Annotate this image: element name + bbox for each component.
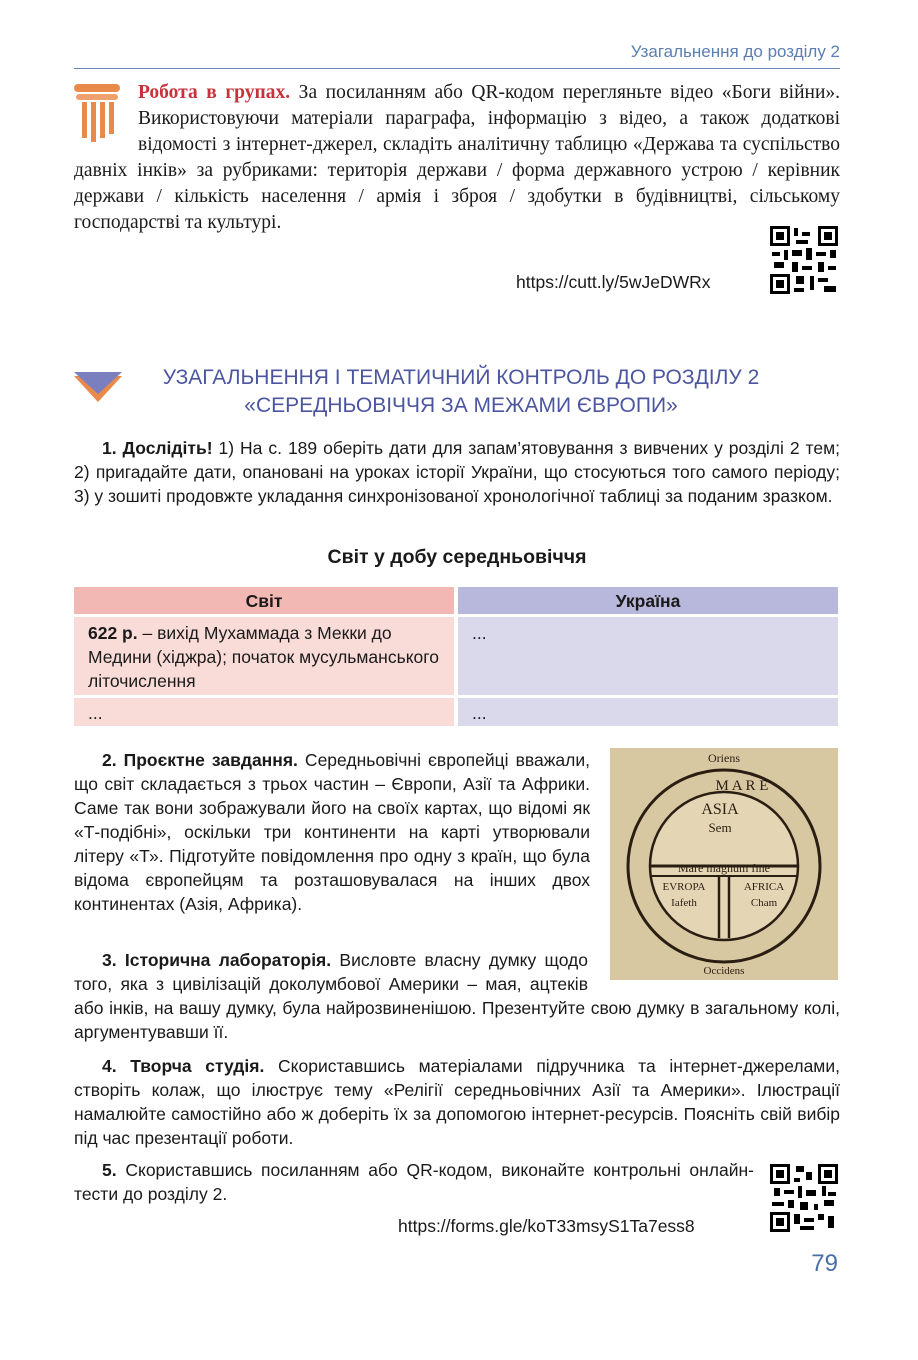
- task-2: [74, 748, 590, 916]
- map-label-africa: AFRICA: [743, 881, 785, 893]
- running-head: Узагальнення до розділу 2: [630, 42, 840, 61]
- map-label-oriens: Oriens: [708, 751, 740, 765]
- map-label-sem: Sem: [708, 820, 732, 835]
- table-cell-ukraine: ...: [458, 698, 838, 726]
- header-rule: [74, 68, 840, 69]
- map-label-cham: Cham: [750, 897, 778, 909]
- table-row: [74, 698, 838, 726]
- table-cell-world: ...: [74, 698, 454, 726]
- t-o-map-image: [610, 748, 838, 980]
- task-1-label: 1. Дослідіть!: [102, 438, 213, 458]
- task-3-text: Висловте власну думку щодо того, яка з цивілізацій доколумбової Америки – мая, ацтеків або інків, на вашу думку, була найрозвиненішою. Презентуйте свою думку в загальному колі, аргументувавши її.: [74, 950, 840, 1042]
- task-1: [74, 436, 840, 508]
- task-4: [74, 1054, 840, 1150]
- task-2-label: 2. Проєктне завдання.: [102, 750, 298, 770]
- map-label-mare-magnum: Mare magnum fine: [678, 861, 770, 875]
- task-5: [74, 1158, 754, 1206]
- tests-link[interactable]: https://forms.gle/koT33msyS1Ta7ess8: [398, 1216, 695, 1236]
- task-3: [74, 948, 840, 1044]
- task-2-text: Середньовічні європейці вважали, що світ складається з трьох частин – Європи, Азії та Африки. Саме так вони зображували його на своїх картах, що відомі як «Т-подібні», оскільки три континенти на карті утворювали літеру «Т». Підготуйте повідомлення про одну з країн, що була відома європейцям та розташовувалася на інших двох континентах (Азія, Африка).: [74, 750, 590, 914]
- group-work-text: [74, 80, 840, 236]
- table-cell-world: [74, 617, 454, 695]
- section-title-line1: УЗАГАЛЬНЕННЯ І ТЕМАТИЧНИЙ КОНТРОЛЬ ДО РОЗДІЛУ 2: [162, 366, 760, 389]
- task-5-label: 5.: [102, 1160, 117, 1180]
- task-4-text: Скориставшись матеріалами підручника та інтернет-джерелами, створіть колаж, що ілюструє тему «Релігії середньовічних Азії та Америки». Ілюстрації намалюйте самостійно або ж доберіть їх за допомогою інтернет-ресурсів. Поясніть свій вибір під час презентації роботи.: [74, 1056, 840, 1148]
- table-header-ukraine: Україна: [458, 587, 838, 614]
- page-number: 79: [811, 1250, 838, 1277]
- section-title-line2: «СЕРЕДНЬОВІЧЧЯ ЗА МЕЖАМИ ЄВРОПИ»: [244, 394, 678, 417]
- task-3-label: 3. Історична лабораторія.: [102, 950, 332, 970]
- table-title: Світ у добу середньовіччя: [327, 546, 587, 568]
- section-triangle-icon: [74, 372, 122, 404]
- task-4-label: 4. Творча студія.: [102, 1056, 265, 1076]
- map-label-iafeth: Iafeth: [671, 897, 697, 909]
- table-cell-ukraine: ...: [458, 617, 838, 695]
- table-cell-event: – вихід Мухаммада з Мекки до Медини (хіджра); початок мусульманського літочислення: [88, 623, 440, 691]
- video-link[interactable]: https://cutt.ly/5wJeDWRx: [516, 272, 711, 292]
- qr-code-icon[interactable]: [770, 1164, 838, 1232]
- qr-code-icon[interactable]: [770, 226, 838, 294]
- table-row: [74, 617, 838, 695]
- table-header-row: [74, 587, 838, 614]
- map-label-mare: M A R E: [715, 778, 769, 794]
- section-title: [130, 364, 792, 420]
- group-work-body: За посиланням або QR-кодом перегляньте відео «Боги війни». Використовуючи матеріали параграфа, інформацію з відео, а також додаткові відомості з інтернет-джерел, складіть аналітичну таблицю «Держава та суспільство давніх інків» за рубриками: територія держави / форма державного устрою / керівник держави / кількість населення / армія і зброя / здобутки в будівництві, сільському господарстві та культурі.: [74, 82, 841, 233]
- table-cell-date: 622 р.: [88, 623, 138, 643]
- map-label-europa: EVROPA: [662, 881, 706, 893]
- map-label-occidens: Occidens: [703, 965, 745, 977]
- task-5-text: Скориставшись посиланням або QR-кодом, виконайте контрольні онлайн-тести до розділу 2.: [74, 1160, 754, 1204]
- task-1-text: 1) На с. 189 оберіть дати для запам’ятовування з вивчених у розділі 2 тем; 2) пригадайте дати, опановані на уроках історії України, що стосуються того самого періоду; 3) у зошиті продовжте укладання синхронізованої хронологічної таблиці за поданим зразком.: [74, 438, 841, 506]
- table-header-world: Світ: [74, 587, 454, 614]
- group-work-label: Робота в групах.: [138, 82, 291, 103]
- chronology-table: [74, 587, 838, 729]
- map-label-asia: ASIA: [701, 801, 739, 818]
